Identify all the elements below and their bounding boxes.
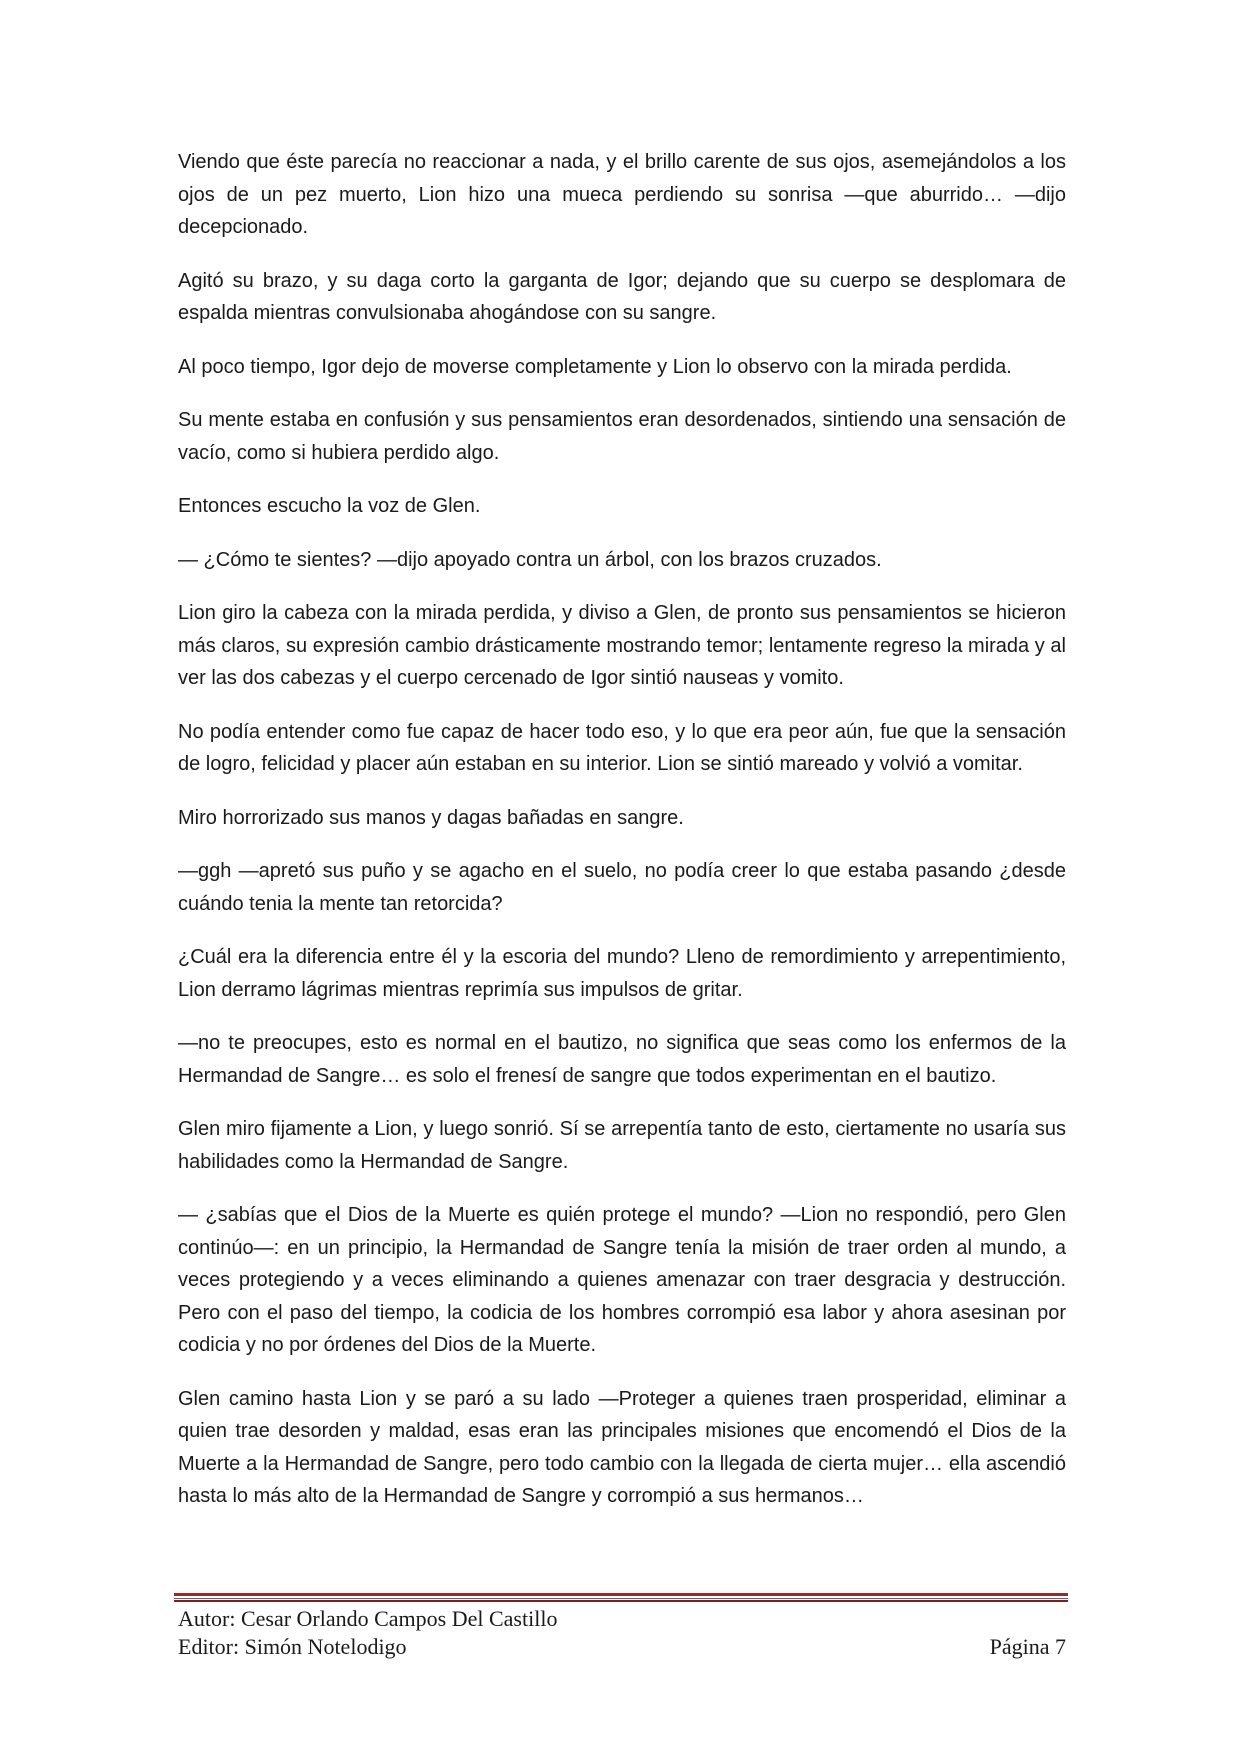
- paragraph: Miro horrorizado sus manos y dagas bañadas en sangre.: [178, 806, 684, 829]
- paragraph: — ¿Cómo te sientes? —dijo apoyado contra un árbol, con los brazos cruzados.: [178, 548, 882, 571]
- paragraph: Glen miro fijamente a Lion, y luego sonrió. Sí se arrepentía tanto de esto, ciertamente no usaría sus habilidades como la Hermandad de Sangre.: [178, 1118, 1066, 1173]
- page-footer: [178, 1605, 1066, 1661]
- page-number: Página 7: [989, 1634, 1066, 1659]
- footer-editor: Editor: Simón Notelodigo: [178, 1634, 407, 1659]
- paragraph: Glen camino hasta Lion y se paró a su lado —Proteger a quienes traen prosperidad, eliminar a quien trae desorden y maldad, esas eran las principales misiones que encomendó el Dios de la Muerte a la Hermandad de Sangre, pero todo cambio con la llegada de cierta mujer… ella ascendió hasta lo más alto de la Hermandad de Sangre y corrompió a sus hermanos…: [178, 1387, 1066, 1507]
- paragraph: —no te preocupes, esto es normal en el bautizo, no significa que seas como los enfermos de la Hermandad de Sangre… es solo el frenesí de sangre que todos experimentan en el bautizo.: [178, 1032, 1066, 1087]
- paragraph: Lion giro la cabeza con la mirada perdida, y diviso a Glen, de pronto sus pensamientos se hicieron más claros, su expresión cambio drásticamente mostrando temor; lentamente regreso la mirada y al ver las dos cabezas y el cuerpo cercenado de Igor sintió nauseas y vomito.: [178, 602, 1066, 689]
- footer-author-line: [178, 1605, 1066, 1633]
- paragraph: Agitó su brazo, y su daga corto la garganta de Igor; dejando que su cuerpo se desplomara de espalda mientras convulsionaba ahogándose con su sangre.: [178, 269, 1066, 324]
- footer-rule-middle: [174, 1598, 1068, 1599]
- paragraph: Su mente estaba en confusión y sus pensamientos eran desordenados, sintiendo una sensación de vacío, como si hubiera perdido algo.: [178, 409, 1066, 464]
- paragraph: No podía entender como fue capaz de hacer todo eso, y lo que era peor aún, fue que la sensación de logro, felicidad y placer aún estaban en su interior. Lion se sintió mareado y volvió a vomitar.: [178, 720, 1066, 775]
- body-text: [178, 146, 1066, 1534]
- footer-rule-bottom: [174, 1600, 1068, 1602]
- paragraph: Entonces escucho la voz de Glen.: [178, 495, 481, 517]
- paragraph: Al poco tiempo, Igor dejo de moverse completamente y Lion lo observo con la mirada perdida.: [178, 355, 1012, 378]
- footer-editor-line: [178, 1633, 1066, 1661]
- footer-author: Autor: Cesar Orlando Campos Del Castillo: [178, 1606, 558, 1631]
- paragraph: Viendo que éste parecía no reaccionar a nada, y el brillo carente de sus ojos, asemejándolos a los ojos de un pez muerto, Lion hizo una mueca perdiendo su sonrisa —que aburrido… —dijo decepcionado.: [178, 151, 1066, 238]
- footer-rule-top: [174, 1593, 1068, 1596]
- paragraph: — ¿sabías que el Dios de la Muerte es quién protege el mundo? —Lion no respondió, pero Glen continúo—: en un principio, la Hermandad de Sangre tenía la misión de traer orden al mundo, a veces protegiendo y a veces eliminando a quienes amenazar con traer desgracia y destrucción. Pero con el paso del tiempo, la codicia de los hombres corrompió esa labor y ahora asesinan por codicia y no por órdenes del Dios de la Muerte.: [178, 1204, 1066, 1356]
- paragraph: —ggh —apretó sus puño y se agacho en el suelo, no podía creer lo que estaba pasando ¿desde cuándo tenia la mente tan retorcida?: [178, 860, 1066, 915]
- paragraph: ¿Cuál era la diferencia entre él y la escoria del mundo? Lleno de remordimiento y arrepentimiento, Lion derramo lágrimas mientras reprimía sus impulsos de gritar.: [178, 946, 1066, 1001]
